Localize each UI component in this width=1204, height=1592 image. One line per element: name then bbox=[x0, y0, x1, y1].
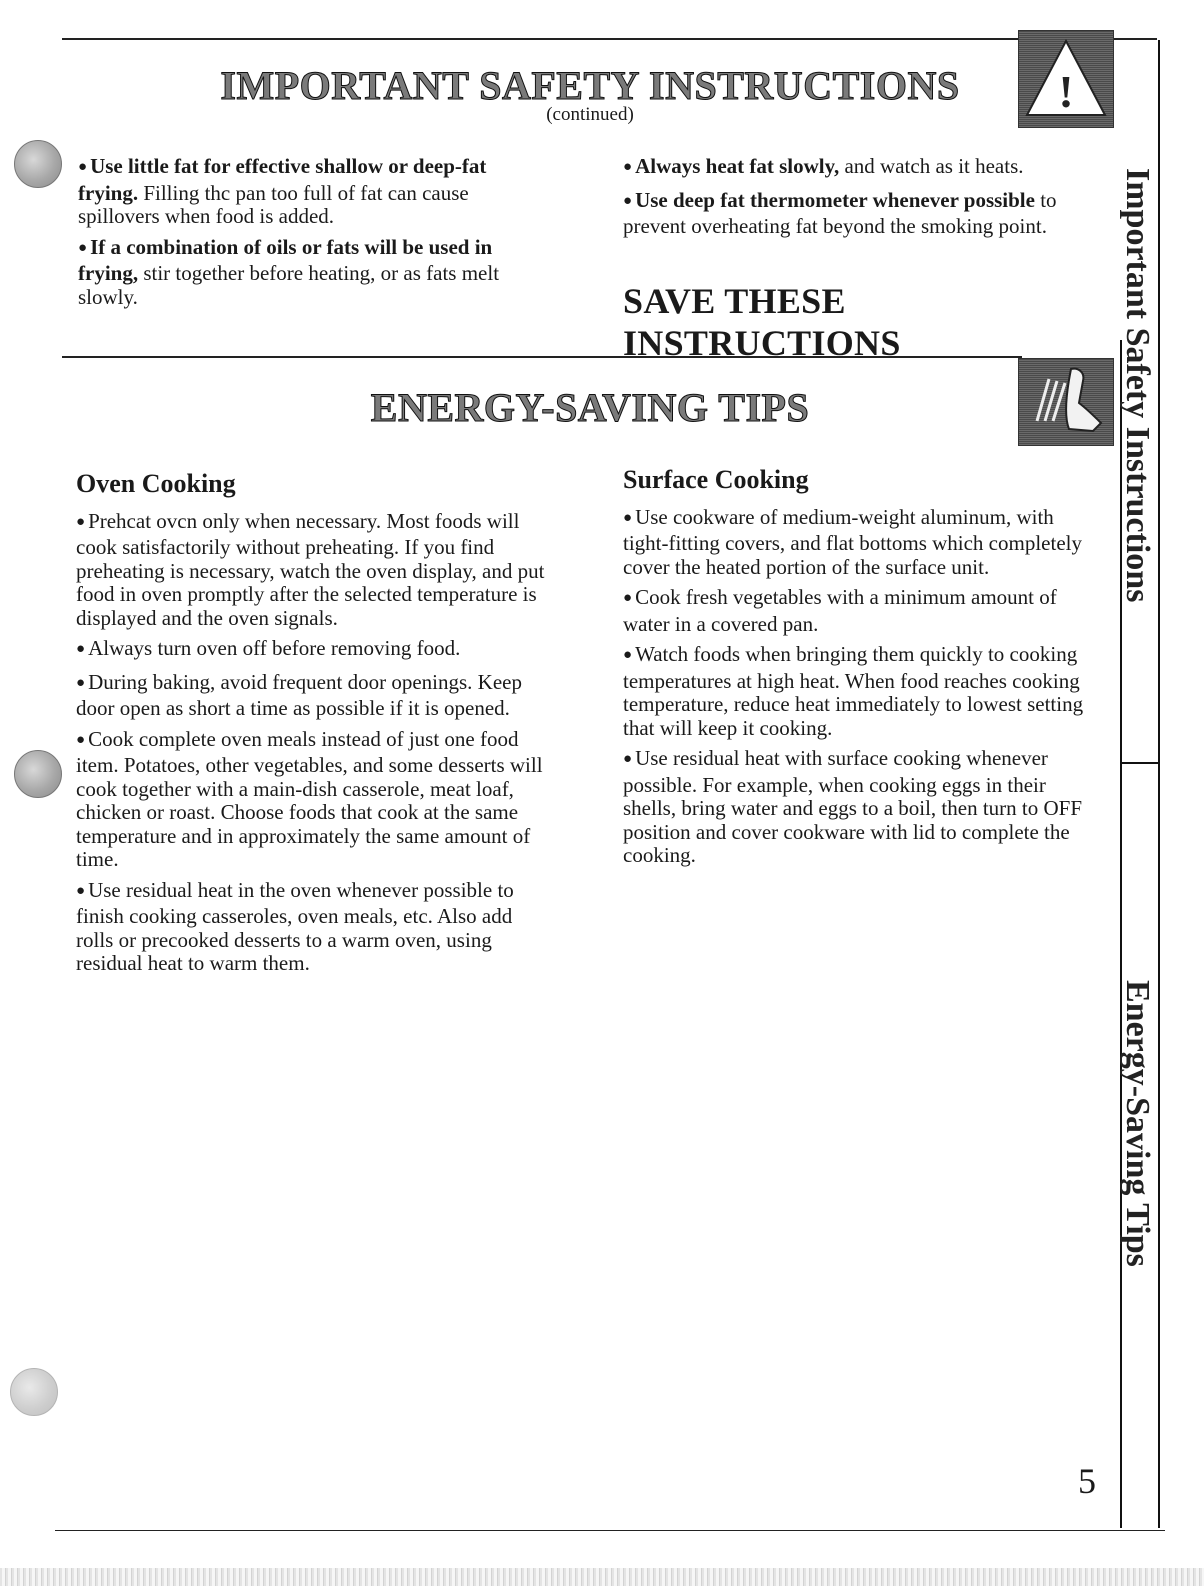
safety-item bbox=[623, 189, 1093, 239]
oven-tip-item bbox=[76, 671, 546, 721]
surface-tip-item bbox=[623, 586, 1098, 636]
bullet-icon: ● bbox=[76, 674, 86, 691]
binder-hole-middle bbox=[14, 750, 62, 798]
bullet-icon: ● bbox=[623, 159, 633, 175]
energy-tab-label: Energy-Saving Tips bbox=[1119, 980, 1156, 1267]
bullet-icon: ● bbox=[76, 641, 86, 657]
safety-right-column bbox=[623, 155, 1093, 246]
safety-item-text: and watch as it heats. bbox=[839, 154, 1024, 178]
surface-tip-text: Use residual heat with surface cooking whenever possible. For example, when cooking eggs in their shells, bring water and eggs to a boil, then turn to OFF position and cover cookware with lid to complete the cooking. bbox=[623, 746, 1083, 867]
surface-tip-text: Watch foods when bringing them quickly to cooking temperatures at high heat. When food reaches cooking temperature, reduce heat immediately to lowest setting that will keep it cooking. bbox=[623, 642, 1084, 740]
oven-tip-text: Prehcat ovcn only when necessary. Most foods will cook satisfactorily without preheating. If you find preheating is necessary, watch the oven display, and put food in oven promptly after the selected temperature is displayed and the oven signals. bbox=[76, 508, 545, 630]
scan-edge-strip bbox=[0, 1568, 1204, 1586]
bullet-icon: ● bbox=[76, 513, 86, 530]
bullet-icon: ● bbox=[78, 239, 88, 256]
bullet-icon: ● bbox=[623, 751, 633, 767]
safety-item bbox=[78, 155, 538, 229]
safety-item-text: stir together before heating, or as fats melt slowly. bbox=[78, 261, 500, 309]
safety-item bbox=[623, 155, 1093, 182]
oven-tip-item bbox=[76, 637, 546, 664]
safety-item bbox=[78, 236, 538, 310]
surface-tip-text: Cook fresh vegetables with a minimum amount of water in a covered pan. bbox=[623, 585, 1057, 636]
oven-tip-item bbox=[76, 510, 546, 631]
page-number: 5 bbox=[1078, 1461, 1096, 1501]
safety-item-lead: Always heat fat slowly, bbox=[635, 154, 840, 178]
safety-tab-label: Important Safety Instructions bbox=[1119, 168, 1156, 603]
safety-title: IMPORTANT SAFETY INSTRUCTIONS bbox=[220, 63, 960, 108]
oven-cooking-heading: Oven Cooking bbox=[76, 469, 236, 498]
bottom-rule bbox=[55, 1530, 1165, 1531]
surface-cooking-column bbox=[623, 465, 1098, 875]
oven-tip-text: Cook complete oven meals instead of just one food item. Potatoes, other vegetables, and some desserts will cook together with a main-dish casserole, meat loaf, chicken or roast. Choose foods that cook at the same temperature and in approximately the same amount of time. bbox=[76, 726, 543, 871]
bullet-icon: ● bbox=[623, 590, 633, 606]
safety-left-column bbox=[78, 155, 538, 316]
safety-item-text: Filling thc pan too full of fat can cause spillovers when food is added. bbox=[78, 180, 469, 228]
surface-tip-item bbox=[623, 506, 1098, 580]
surface-tip-item bbox=[623, 643, 1098, 740]
bullet-icon: ● bbox=[623, 647, 633, 663]
binder-hole-bottom bbox=[10, 1368, 58, 1416]
surface-tip-item bbox=[623, 747, 1098, 868]
oven-cooking-column bbox=[76, 469, 546, 983]
oven-tip-text: Use residual heat in the oven whenever possible to finish cooking casseroles, oven meals, etc. Also add rolls or precooked desserts to a warm oven, using residual heat to warm them. bbox=[76, 877, 514, 975]
safety-subtitle: (continued) bbox=[546, 104, 634, 125]
oven-tip-item bbox=[76, 879, 546, 976]
surface-tip-text: Use cookware of medium-weight aluminum, with tight-fitting covers, and flat bottoms which completely cover the heated portion of the surface unit. bbox=[623, 504, 1082, 579]
warning-glyph: ! bbox=[1058, 66, 1074, 117]
tab-separator bbox=[1120, 762, 1160, 764]
binder-hole-top bbox=[14, 140, 62, 188]
safety-item-text: to prevent overheating fat beyond the smoking point. bbox=[623, 187, 1057, 238]
save-instructions-heading: SAVE THESE INSTRUCTIONS bbox=[623, 281, 901, 363]
warning-icon-box bbox=[1018, 30, 1114, 128]
safety-item-lead: Use deep fat thermometer whenever possible bbox=[635, 187, 1035, 212]
bullet-icon: ● bbox=[623, 509, 633, 526]
energy-title: ENERGY-SAVING TIPS bbox=[370, 385, 810, 430]
hand-icon bbox=[1019, 359, 1113, 445]
oven-tip-text: Always turn oven off before removing food. bbox=[88, 636, 461, 660]
top-rule bbox=[62, 38, 1157, 40]
hand-icon-box bbox=[1018, 358, 1114, 446]
surface-cooking-heading: Surface Cooking bbox=[623, 465, 809, 494]
oven-tip-text: During baking, avoid frequent door openings. Keep door open as short a time as possible if it is opened. bbox=[76, 669, 522, 720]
bullet-icon: ● bbox=[76, 882, 86, 899]
bullet-icon: ● bbox=[623, 192, 633, 209]
safety-item-lead: Use little fat for effective shallow or deep-fat frying. bbox=[78, 154, 487, 205]
bullet-icon: ● bbox=[78, 159, 88, 175]
warning-icon bbox=[1019, 31, 1113, 127]
oven-tip-item bbox=[76, 728, 546, 872]
bullet-icon: ● bbox=[76, 731, 86, 748]
safety-item-lead: If a combination of oils or fats will be used in frying, bbox=[78, 234, 493, 285]
tab-divider-right bbox=[1158, 40, 1160, 1528]
